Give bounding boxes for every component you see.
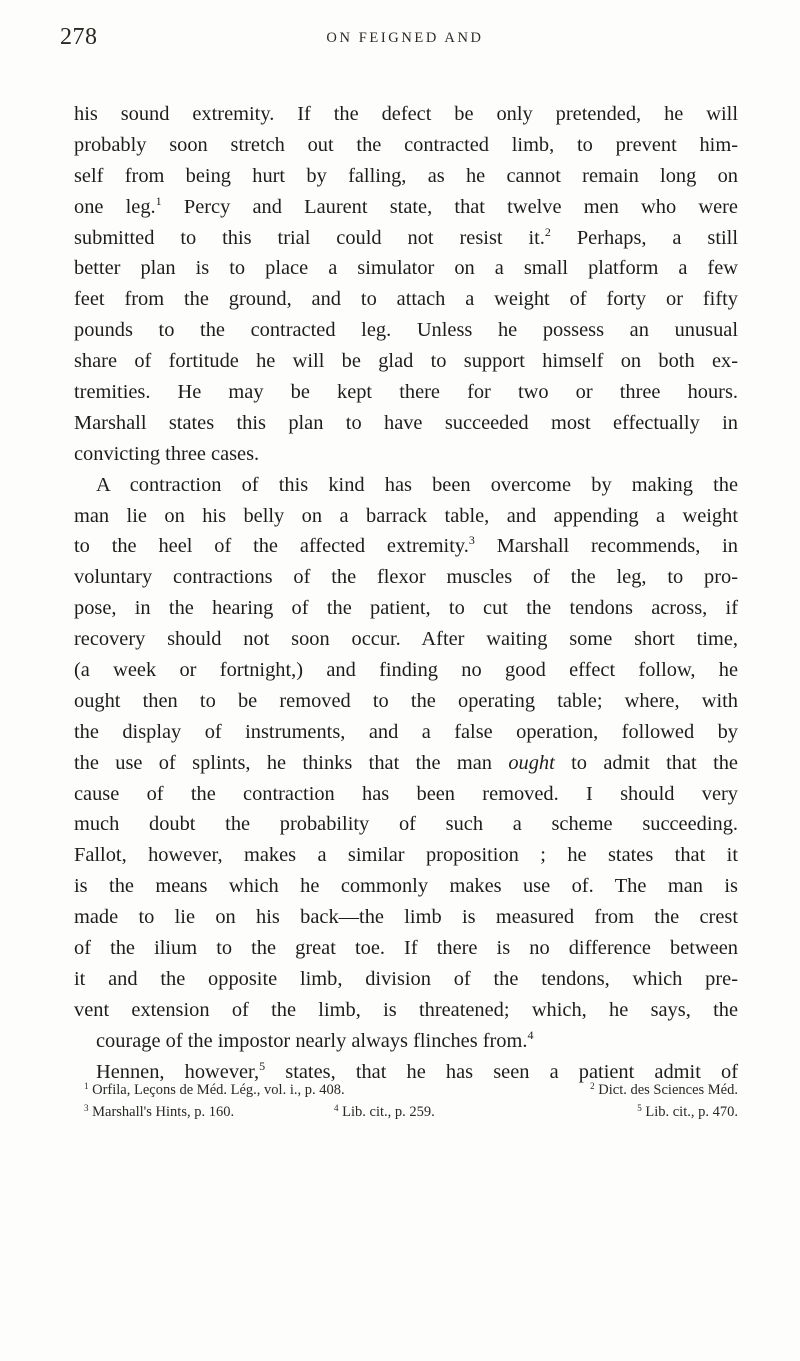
text-segment: to admit that the xyxy=(554,751,738,774)
text-line xyxy=(74,223,738,254)
text-line: Fallot, however, makes a similar proposition ; he states that it xyxy=(74,844,738,867)
italic-word: ought xyxy=(508,751,555,774)
page-number: 278 xyxy=(60,24,98,50)
footnote-text: Orfila, Leçons de Méd. Lég., vol. i., p. 408. xyxy=(92,1082,345,1098)
footnote-text: Dict. des Sciences Méd. xyxy=(598,1082,738,1098)
footnote-text: Lib. cit., p. 259. xyxy=(342,1104,435,1120)
text-line: self from being hurt by falling, as he cannot remain long on xyxy=(74,164,738,187)
text-line: his sound extremity. If the defect be only pretended, he will xyxy=(74,103,738,125)
text-line: A contraction of this kind has been overcome by making the xyxy=(96,473,738,496)
footnote-ref: 3 xyxy=(468,533,475,548)
text-line: voluntary contractions of the flexor muscles of the leg, to pro- xyxy=(74,566,738,589)
footnote-text: Lib. cit., p. 470. xyxy=(645,1104,738,1120)
text-segment: submitted to this trial could not resist it. xyxy=(74,226,545,249)
text-line: much doubt the probability of such a scheme succeeding. xyxy=(74,813,738,836)
text-line: made to lie on his back—the limb is measured from the crest xyxy=(74,906,738,929)
footnote-ref: 2 xyxy=(544,224,551,239)
text-line: the display of instruments, and a false operation, followed by xyxy=(74,720,738,743)
text-line: convicting three cases. xyxy=(74,442,260,465)
footnote-ref: 1 xyxy=(155,193,162,208)
text-segment: courage of the impostor nearly always flinches from. xyxy=(96,1029,528,1052)
text-segment: states, that he has seen a patient admit of xyxy=(265,1060,738,1083)
footnote-marker: 5 xyxy=(637,1103,642,1113)
text-line xyxy=(74,192,738,223)
text-line: of the ilium to the great toe. If there is no difference between xyxy=(74,937,738,960)
footnote-4 xyxy=(334,1101,534,1123)
text-line: probably soon stretch out the contracted limb, to prevent him- xyxy=(74,133,738,156)
footnote-marker: 3 xyxy=(84,1103,89,1113)
text-line xyxy=(74,531,738,562)
text-line: share of fortitude he will be glad to support himself on both ex- xyxy=(74,350,738,373)
text-segment: the use of splints, he thinks that the man xyxy=(74,751,509,774)
text-line: recovery should not soon occur. After waiting some short time, xyxy=(74,628,738,651)
text-line: better plan is to place a simulator on a small platform a few xyxy=(74,257,738,280)
text-segment: one leg. xyxy=(74,195,156,218)
text-line: feet from the ground, and to attach a weight of forty or fifty xyxy=(74,288,738,311)
footnote-5 xyxy=(534,1101,738,1123)
footnote-2 xyxy=(494,1079,738,1101)
footnote-marker: 1 xyxy=(84,1081,89,1091)
text-line: pose, in the hearing of the patient, to cut the tendons across, if xyxy=(74,597,738,620)
text-line: ought then to be removed to the operating table; where, with xyxy=(74,689,738,712)
page-header xyxy=(60,24,750,64)
footnote-1 xyxy=(84,1079,494,1101)
text-line: Marshall states this plan to have succeeded most effectually in xyxy=(74,411,738,434)
text-line: it and the opposite limb, division of the tendons, which pre- xyxy=(74,967,738,990)
text-line: (a week or fortnight,) and finding no good effect follow, he xyxy=(74,659,738,682)
text-line: man lie on his belly on a barrack table, and appending a weight xyxy=(74,504,738,527)
footnotes xyxy=(84,1079,738,1123)
text-line: vent extension of the limb, is threatened; which, he says, the xyxy=(74,998,738,1021)
text-line xyxy=(74,1026,738,1057)
text-line: tremities. He may be kept there for two or three hours. xyxy=(74,381,738,404)
text-segment: to the heel of the affected extremity. xyxy=(74,535,469,558)
text-line: pounds to the contracted leg. Unless he possess an unusual xyxy=(74,319,738,342)
text-line: cause of the contraction has been removed. I should very xyxy=(74,782,738,805)
footnote-ref: 4 xyxy=(527,1027,534,1042)
text-line xyxy=(74,748,738,779)
text-segment: Marshall recommends, in xyxy=(474,535,739,558)
footnote-marker: 2 xyxy=(590,1081,595,1091)
running-head: ON FEIGNED AND xyxy=(326,30,484,46)
text-line: is the means which he commonly makes use of. The man is xyxy=(74,875,738,898)
footnote-ref: 5 xyxy=(259,1058,266,1073)
text-segment: Hennen, however, xyxy=(96,1060,260,1083)
body-text xyxy=(74,99,738,1088)
text-segment: Percy and Laurent state, that twelve men who were xyxy=(161,195,738,218)
footnote-text: Marshall's Hints, p. 160. xyxy=(92,1104,235,1120)
footnote-marker: 4 xyxy=(334,1103,339,1113)
footnote-row xyxy=(84,1101,738,1123)
text-segment: Perhaps, a still xyxy=(550,226,738,249)
footnote-3 xyxy=(84,1101,334,1123)
footnote-row xyxy=(84,1079,738,1101)
